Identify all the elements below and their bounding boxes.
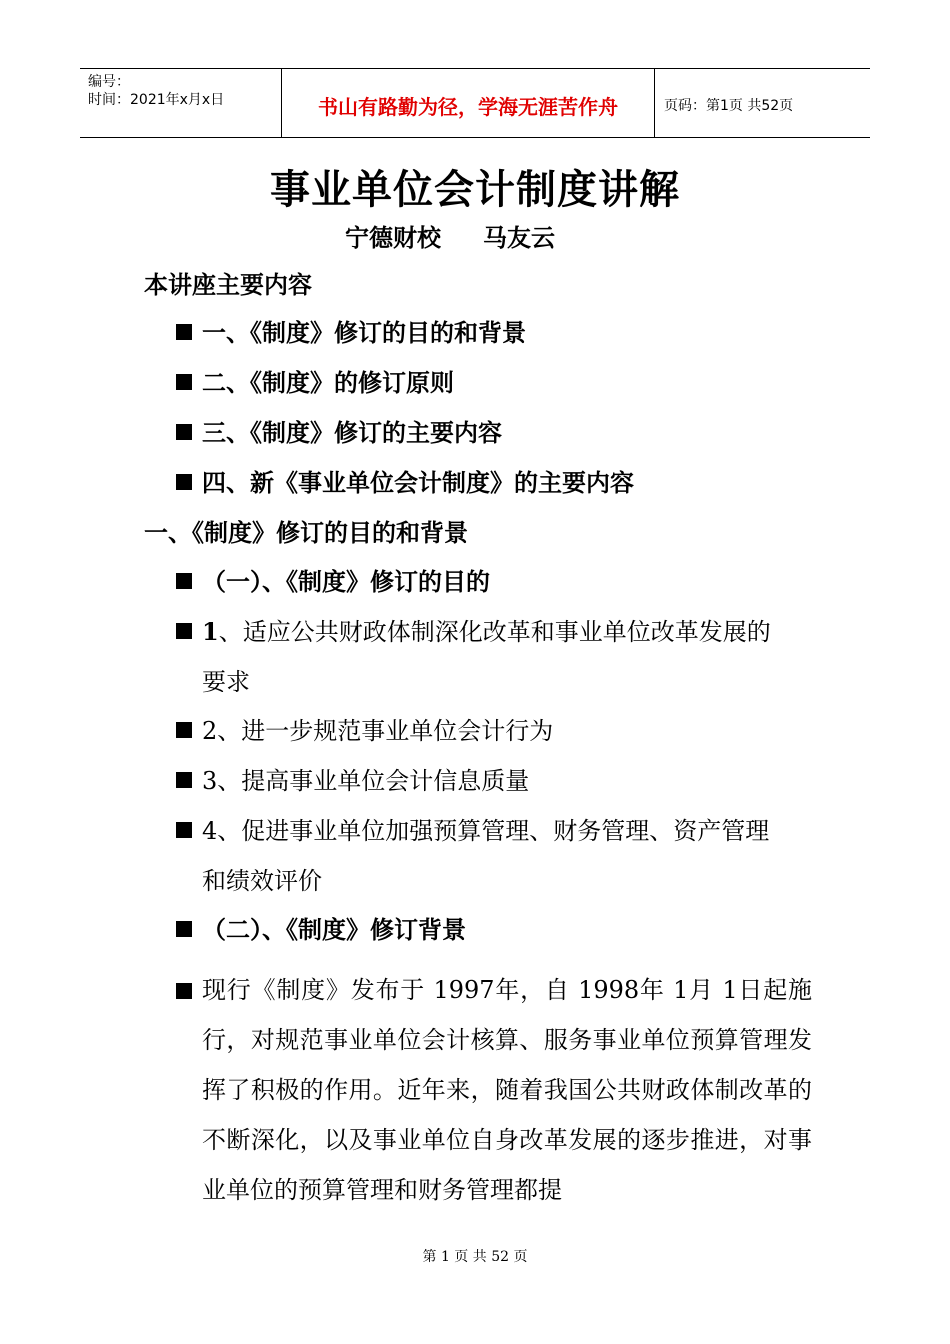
purpose-number: 1 <box>202 617 219 646</box>
square-bullet-icon <box>176 772 192 788</box>
background-text: 现行《制度》发布于 1997年，自 1998年 1月 1日起施行，对规范事业单位会计核算、服务事业单位预算管理发挥了积极的作用。近年来，随着我国公共财政体制改革的不断深化，以及事业单位自身改革发展的逐步推进，对事业单位的预算管理和财务管理都提 <box>202 976 812 1204</box>
document-title: 事业单位会计制度讲解 <box>270 167 680 213</box>
subsection-heading: （二）、《制度》修订背景 <box>176 915 466 945</box>
author-line <box>345 218 555 253</box>
square-bullet-icon <box>176 722 192 738</box>
outline-item: 二、《制度》的修订原则 <box>176 368 454 398</box>
square-bullet-icon <box>176 573 192 589</box>
author-name: 马友云 <box>483 224 555 252</box>
purpose-item: 1、适应公共财政体制深化改革和事业单位改革发展的 <box>176 617 771 647</box>
header-number-label: 编号： <box>88 74 130 90</box>
purpose-item: 4、促进事业单位加强预算管理、财务管理、资产管理 <box>176 816 769 846</box>
outline-heading: 本讲座主要内容 <box>144 271 312 299</box>
square-bullet-icon <box>176 983 192 999</box>
header-divider <box>654 69 655 137</box>
outline-item: 四、新《事业单位会计制度》的主要内容 <box>176 468 634 498</box>
page-footer: 第 1 页 共 52 页 <box>422 1249 528 1265</box>
purpose-item: 3、提高事业单位会计信息质量 <box>176 766 529 796</box>
purpose-item-continuation: 要求 <box>202 668 250 696</box>
square-bullet-icon <box>176 623 192 639</box>
square-bullet-icon <box>176 324 192 340</box>
square-bullet-icon <box>176 374 192 390</box>
header-meta <box>88 73 224 109</box>
subsection-heading: （一）、《制度》修订的目的 <box>176 567 490 597</box>
section-heading: 一、《制度》修订的目的和背景 <box>144 519 468 547</box>
outline-item: 三、《制度》修订的主要内容 <box>176 418 502 448</box>
header-motto: 书山有路勤为径，学海无涯苦作舟 <box>318 95 618 119</box>
purpose-item: 2、进一步规范事业单位会计行为 <box>176 716 553 746</box>
square-bullet-icon <box>176 474 192 490</box>
outline-item: 一、《制度》修订的目的和背景 <box>176 318 526 348</box>
document-header <box>80 68 870 138</box>
square-bullet-icon <box>176 921 192 937</box>
square-bullet-icon <box>176 822 192 838</box>
background-paragraph <box>172 965 812 1215</box>
header-page-label: 页码：第1页 共52页 <box>664 98 794 114</box>
square-bullet-icon <box>176 424 192 440</box>
author-school: 宁德财校 <box>345 224 441 252</box>
purpose-item-continuation: 和绩效评价 <box>202 867 322 895</box>
header-time-label: 时间：2021年x月x日 <box>88 92 225 108</box>
